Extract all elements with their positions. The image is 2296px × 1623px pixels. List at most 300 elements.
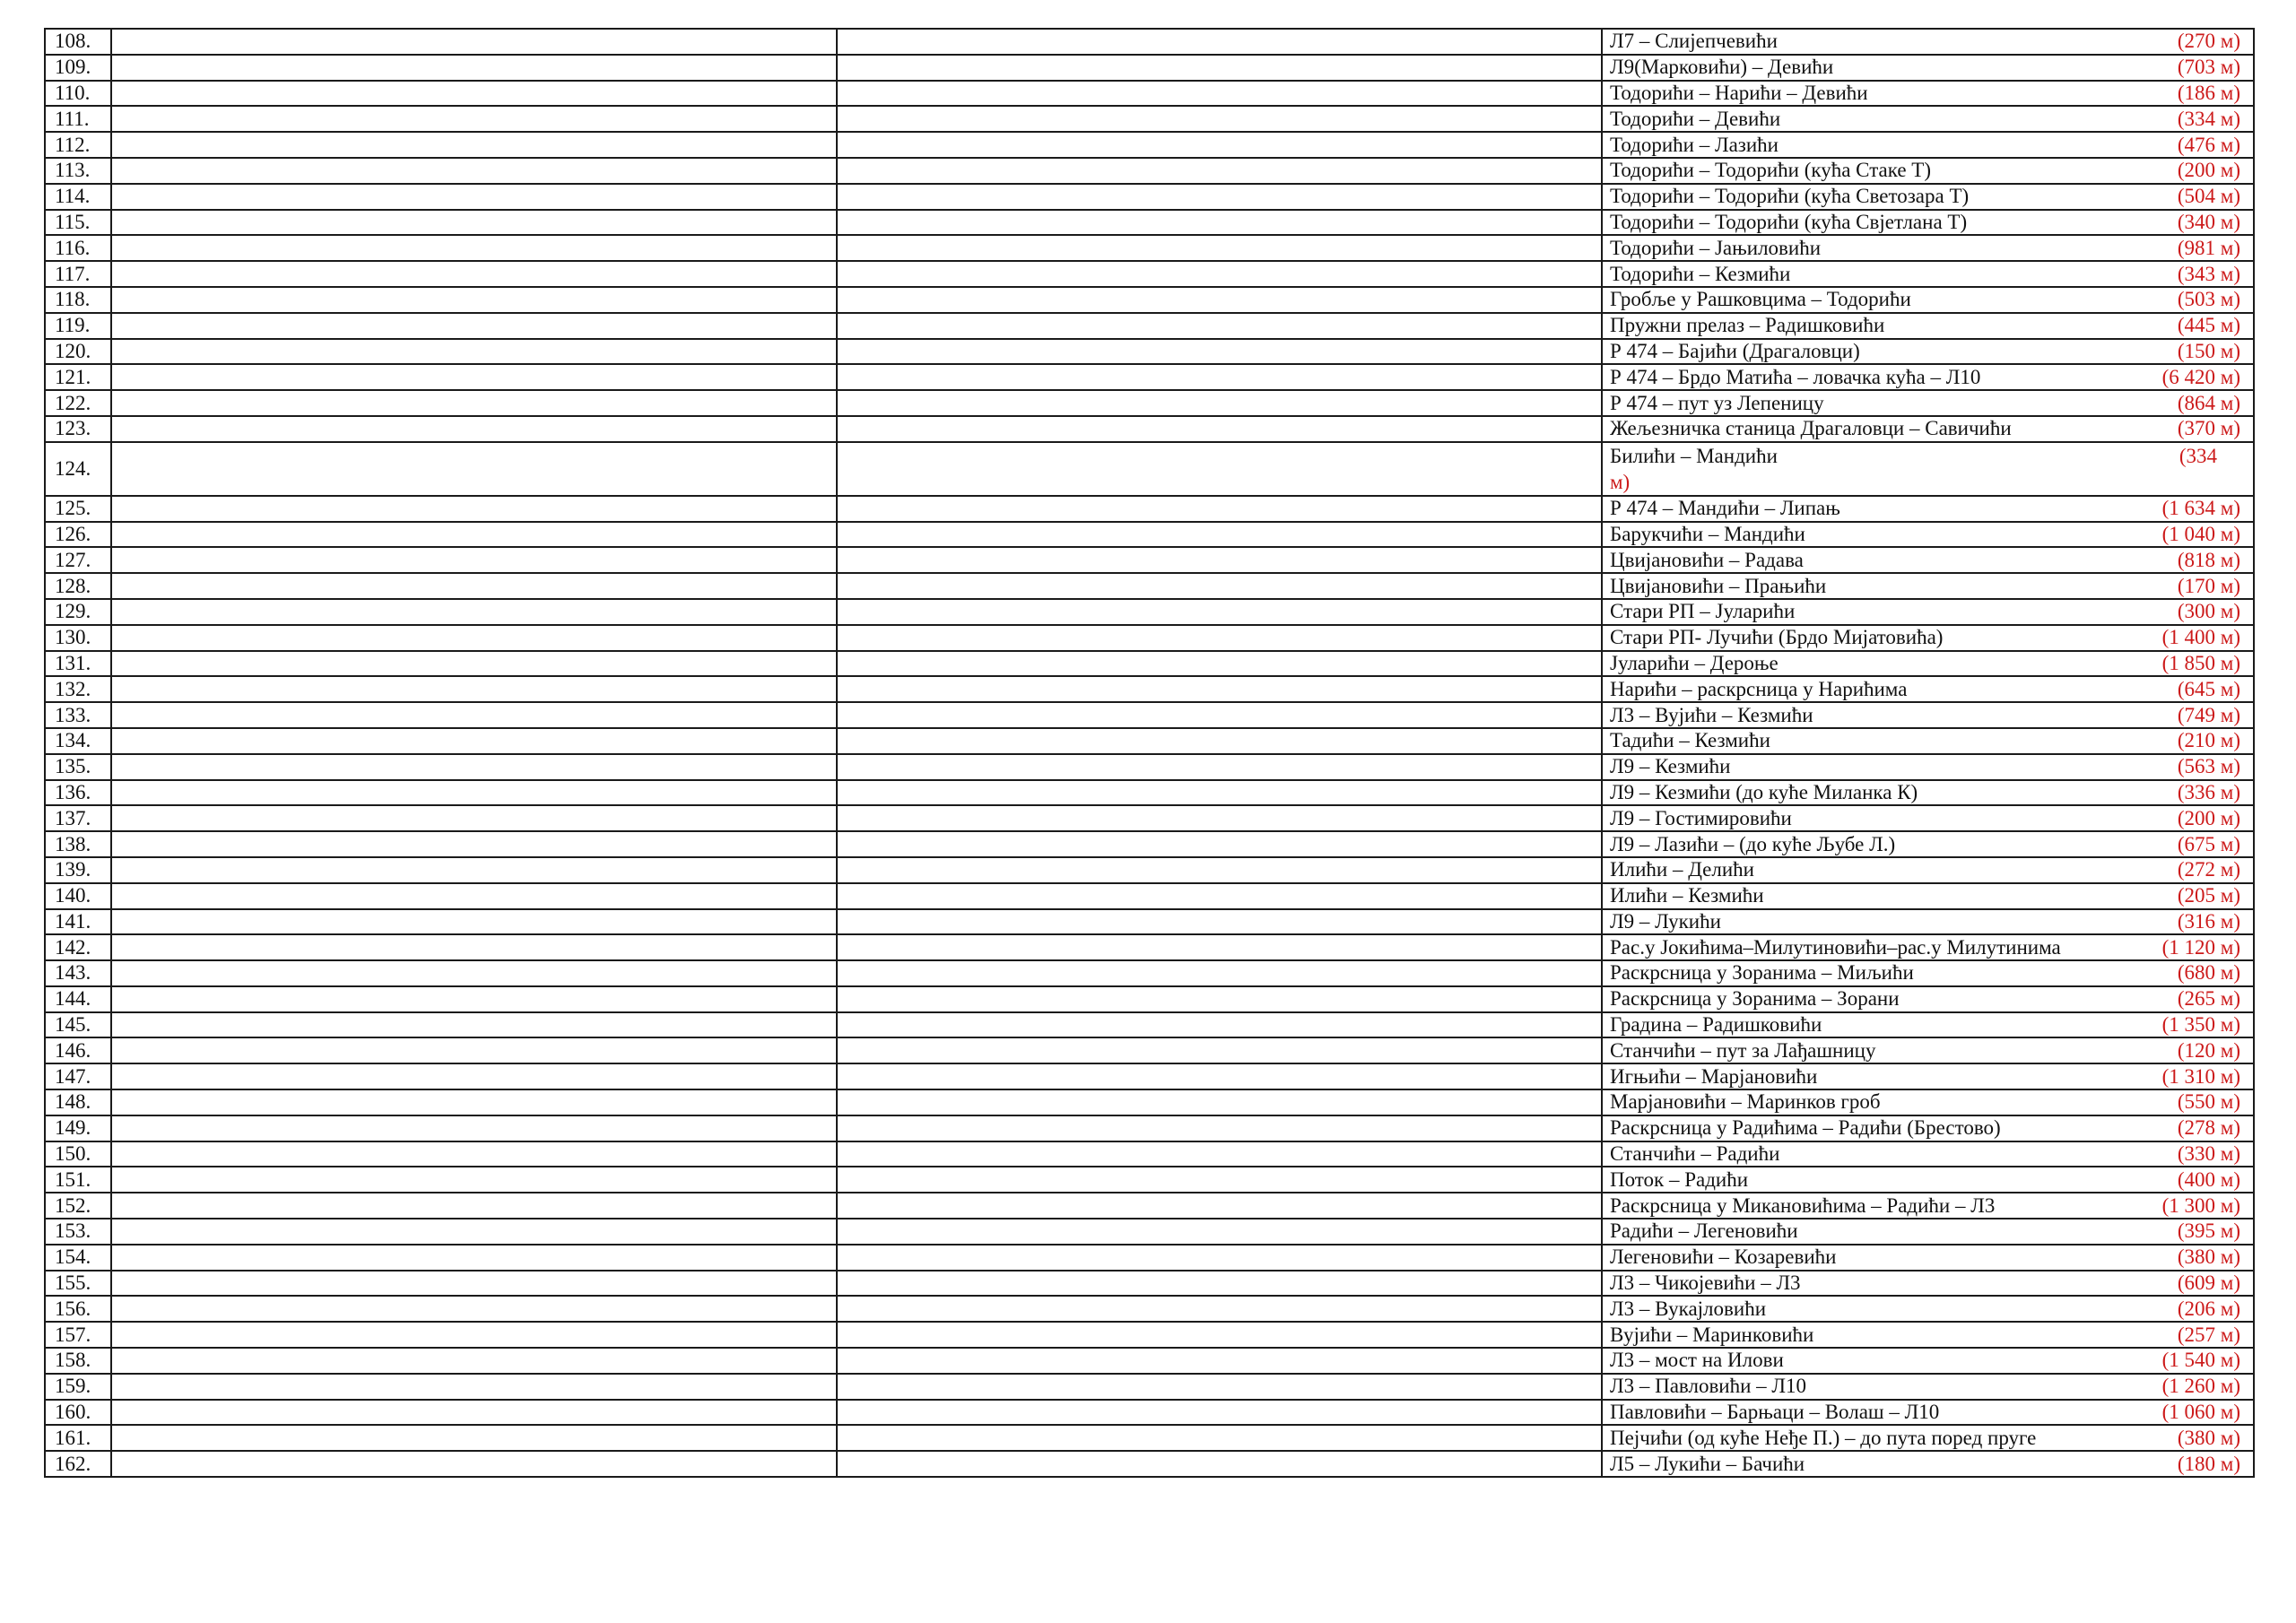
route-name: Игњићи – Марјановићи [1610,1064,1818,1088]
route-name: Рас.у Јокићима–Милутиновићи–рас.у Милутинима [1610,935,2061,959]
empty-cell [111,522,837,548]
empty-cell [837,496,1602,522]
table-row [45,651,2254,677]
empty-cell [111,676,837,702]
row-number: 135. [45,754,111,780]
route-name: Раскрсница у Зоранима – Зорани [1610,987,1900,1011]
route-name: Станчићи – пут за Лађашницу [1610,1038,1876,1062]
route-length: (330 м) [2177,1142,2240,1166]
route-cell [1602,780,2254,806]
row-number: 125. [45,496,111,522]
row-number: 154. [45,1245,111,1271]
empty-cell [111,1296,837,1322]
route-name: Л3 – Павловићи – Л10 [1610,1375,1807,1398]
route-length: (205 м) [2177,884,2240,907]
empty-cell [111,55,837,81]
empty-cell [111,261,837,287]
route-length: (334 [2179,444,2217,467]
route-cell [1602,1089,2254,1115]
route-length: (200 м) [2177,159,2240,182]
row-number: 110. [45,81,111,107]
route-name: Л9(Марковићи) – Девићи [1610,56,1834,79]
route-length: (150 м) [2177,339,2240,362]
empty-cell [111,651,837,677]
route-length: (270 м) [2177,30,2240,53]
route-length: (336 м) [2177,780,2240,803]
route-length: (504 м) [2177,185,2240,208]
route-cell [1602,1374,2254,1400]
empty-cell [111,106,837,132]
table-row [45,728,2254,754]
empty-cell [837,29,1602,55]
row-number: 124. [45,442,111,496]
table-row [45,1141,2254,1167]
empty-cell [837,184,1602,210]
route-name: Раскрсница у Зоранима – Миљићи [1610,961,1914,985]
empty-cell [837,857,1602,883]
route-cell [1602,831,2254,857]
route-name: Илићи – Кезмићи [1610,884,1764,907]
route-length: (476 м) [2177,133,2240,156]
route-name: Л5 – Лукићи – Бачићи [1610,1452,1805,1475]
route-name: Р 474 – Мандићи – Липањ [1610,497,1840,520]
empty-cell [837,1037,1602,1063]
route-length: (380 м) [2177,1245,2240,1269]
table-row [45,702,2254,728]
route-cell [1602,599,2254,625]
empty-cell [837,1193,1602,1219]
row-number: 148. [45,1089,111,1115]
empty-cell [111,210,837,236]
empty-cell [837,1063,1602,1089]
empty-cell [111,390,837,416]
route-name: Л9 – Кезмићи (до куће Миланка К) [1610,780,1918,803]
route-cell [1602,442,2254,496]
route-length: (864 м) [2177,391,2240,414]
route-length: (550 м) [2177,1090,2240,1114]
empty-cell [837,1400,1602,1426]
row-number: 159. [45,1374,111,1400]
table-row [45,934,2254,960]
route-name: Пејчићи (од куће Неђе П.) – до пута поред пруге [1610,1426,2037,1449]
empty-cell [837,235,1602,261]
route-cell [1602,184,2254,210]
route-cell [1602,522,2254,548]
table-row [45,106,2254,132]
empty-cell [111,625,837,651]
route-cell [1602,702,2254,728]
row-number: 162. [45,1451,111,1477]
route-cell [1602,573,2254,599]
row-number: 152. [45,1193,111,1219]
empty-cell [111,857,837,883]
row-number: 117. [45,261,111,287]
route-cell [1602,132,2254,158]
table-row [45,1245,2254,1271]
route-length: (818 м) [2177,548,2240,571]
empty-cell [111,29,837,55]
route-length-continued: м) [1610,470,1631,493]
route-cell [1602,934,2254,960]
route-length: (563 м) [2177,755,2240,778]
route-name: Тодорићи – Тодорићи (кућа Светозара Т) [1610,185,1970,208]
row-number: 116. [45,235,111,261]
empty-cell [837,960,1602,986]
empty-cell [837,132,1602,158]
route-cell [1602,909,2254,935]
row-number: 112. [45,132,111,158]
route-name: Раскрсница у Радићима – Радићи (Брестово) [1610,1116,2001,1140]
route-cell [1602,883,2254,909]
row-number: 121. [45,364,111,390]
row-number: 119. [45,313,111,339]
route-cell [1602,55,2254,81]
empty-cell [111,1012,837,1038]
empty-cell [111,960,837,986]
route-name: Л3 – Чикојевићи – Л3 [1610,1271,1801,1295]
empty-cell [111,883,837,909]
empty-cell [837,934,1602,960]
route-length: (1 120 м) [2161,935,2240,959]
route-name: Билићи – Мандићи [1610,444,1778,467]
route-length: (265 м) [2177,987,2240,1011]
empty-cell [837,106,1602,132]
row-number: 111. [45,106,111,132]
empty-cell [837,1348,1602,1374]
route-length: (395 м) [2177,1219,2240,1243]
table-row [45,1012,2254,1038]
route-length: (675 м) [2177,832,2240,855]
table-row [45,313,2254,339]
empty-cell [111,986,837,1012]
route-name: Гробље у Рашковцима – Тодорићи [1610,288,1911,311]
route-cell [1602,235,2254,261]
empty-cell [111,442,837,496]
empty-cell [837,81,1602,107]
row-number: 127. [45,547,111,573]
row-number: 143. [45,960,111,986]
empty-cell [111,1115,837,1141]
empty-cell [837,287,1602,313]
empty-cell [111,132,837,158]
table-row [45,390,2254,416]
route-length: (343 м) [2177,262,2240,285]
route-cell [1602,1219,2254,1245]
route-cell [1602,857,2254,883]
empty-cell [111,1271,837,1297]
route-cell [1602,81,2254,107]
route-cell [1602,287,2254,313]
table-row [45,29,2254,55]
route-name: Тадићи – Кезмићи [1610,729,1770,752]
route-cell [1602,261,2254,287]
route-cell [1602,1037,2254,1063]
route-length: (200 м) [2177,806,2240,829]
route-cell [1602,625,2254,651]
route-length: (300 м) [2177,600,2240,623]
table-row [45,1451,2254,1477]
route-cell [1602,1322,2254,1348]
route-length: (272 м) [2177,858,2240,881]
route-cell [1602,1245,2254,1271]
row-number: 128. [45,573,111,599]
table-row [45,158,2254,184]
route-name: Тодорићи – Нарићи – Девићи [1610,81,1868,104]
row-number: 126. [45,522,111,548]
road-list-table [44,28,2255,1478]
route-name: Павловићи – Барњаци – Волаш – Л10 [1610,1401,1940,1424]
row-number: 130. [45,625,111,651]
route-name: Стари РП – Јуларићи [1610,600,1796,623]
route-length: (278 м) [2177,1116,2240,1140]
empty-cell [111,831,837,857]
route-name: Марјановићи – Маринков гроб [1610,1090,1881,1114]
table-row [45,81,2254,107]
route-length: (186 м) [2177,81,2240,104]
empty-cell [111,1219,837,1245]
empty-cell [837,599,1602,625]
table-row [45,132,2254,158]
table-row [45,599,2254,625]
table-row [45,625,2254,651]
table-row [45,55,2254,81]
empty-cell [837,1141,1602,1167]
table-row [45,1271,2254,1297]
table-row [45,909,2254,935]
empty-cell [837,1167,1602,1193]
row-number: 155. [45,1271,111,1297]
empty-cell [111,1425,837,1451]
route-cell [1602,960,2254,986]
route-length: (340 м) [2177,210,2240,233]
route-cell [1602,547,2254,573]
route-name: Тодорићи – Лазићи [1610,133,1779,156]
route-name: Жељезничка станица Драгаловци – Савичићи [1610,417,2012,440]
empty-cell [111,496,837,522]
route-cell [1602,754,2254,780]
route-length: (749 м) [2177,703,2240,726]
table-row [45,1115,2254,1141]
table-row [45,780,2254,806]
empty-cell [111,1374,837,1400]
empty-cell [837,313,1602,339]
route-length: (380 м) [2177,1426,2240,1449]
route-cell [1602,339,2254,365]
route-name: Л9 – Лазићи – (до куће Љубе Л.) [1610,832,1896,855]
route-length: (400 м) [2177,1167,2240,1191]
empty-cell [111,235,837,261]
row-number: 144. [45,986,111,1012]
empty-cell [111,780,837,806]
route-length: (316 м) [2177,909,2240,933]
row-number: 142. [45,934,111,960]
route-length: (503 м) [2177,288,2240,311]
route-name: Цвијановићи – Радава [1610,548,1804,571]
row-number: 157. [45,1322,111,1348]
row-number: 114. [45,184,111,210]
row-number: 153. [45,1219,111,1245]
route-cell [1602,210,2254,236]
route-length: (120 м) [2177,1038,2240,1062]
route-name: Поток – Радићи [1610,1167,1749,1191]
route-length: (1 540 м) [2161,1349,2240,1372]
empty-cell [837,1012,1602,1038]
empty-cell [111,1245,837,1271]
empty-cell [111,1322,837,1348]
empty-cell [111,805,837,831]
empty-cell [111,702,837,728]
row-number: 122. [45,390,111,416]
empty-cell [111,1193,837,1219]
row-number: 147. [45,1063,111,1089]
empty-cell [837,416,1602,442]
empty-cell [837,547,1602,573]
row-number: 161. [45,1425,111,1451]
table-row [45,754,2254,780]
table-row [45,522,2254,548]
route-length: (334 м) [2177,107,2240,130]
route-cell [1602,390,2254,416]
empty-cell [111,1400,837,1426]
table-row [45,1322,2254,1348]
route-name: Р 474 – Бајићи (Драгаловци) [1610,339,1860,362]
empty-cell [837,831,1602,857]
row-number: 158. [45,1348,111,1374]
route-cell [1602,313,2254,339]
empty-cell [837,883,1602,909]
empty-cell [837,390,1602,416]
route-name: Тодорићи – Кезмићи [1610,262,1791,285]
row-number: 109. [45,55,111,81]
route-length: (370 м) [2177,417,2240,440]
route-name: Легеновићи – Козаревићи [1610,1245,1837,1269]
row-number: 118. [45,287,111,313]
route-length: (210 м) [2177,729,2240,752]
empty-cell [111,1167,837,1193]
table-row [45,1400,2254,1426]
table-row [45,235,2254,261]
route-cell [1602,106,2254,132]
empty-cell [837,754,1602,780]
route-name: Тодорићи – Јањиловићи [1610,236,1822,259]
route-length: (445 м) [2177,314,2240,337]
row-number: 137. [45,805,111,831]
table-row [45,883,2254,909]
table-row [45,857,2254,883]
route-name: Тодорићи – Девићи [1610,107,1781,130]
route-cell [1602,1348,2254,1374]
empty-cell [111,313,837,339]
row-number: 108. [45,29,111,55]
empty-cell [111,416,837,442]
table-row [45,573,2254,599]
empty-cell [111,909,837,935]
route-length: (170 м) [2177,574,2240,597]
table-row [45,960,2254,986]
table-row [45,1063,2254,1089]
route-length: (1 310 м) [2161,1064,2240,1088]
empty-cell [111,339,837,365]
route-name: Тодорићи – Тодорићи (кућа Свјетлана Т) [1610,210,1968,233]
row-number: 113. [45,158,111,184]
empty-cell [837,261,1602,287]
empty-cell [837,780,1602,806]
route-cell [1602,29,2254,55]
empty-cell [837,55,1602,81]
route-name: Вујићи – Маринковићи [1610,1323,1814,1346]
table-row [45,364,2254,390]
route-name: Л3 – Вукајловићи [1610,1297,1767,1320]
empty-cell [837,1451,1602,1477]
route-cell [1602,1167,2254,1193]
empty-cell [111,1037,837,1063]
row-number: 146. [45,1037,111,1063]
route-name: Л9 – Лукићи [1610,909,1721,933]
route-cell [1602,158,2254,184]
route-cell [1602,364,2254,390]
route-name: Р 474 – пут уз Лепеницу [1610,391,1824,414]
route-length: (1 350 м) [2161,1013,2240,1037]
empty-cell [837,651,1602,677]
route-cell [1602,805,2254,831]
row-number: 145. [45,1012,111,1038]
row-number: 141. [45,909,111,935]
route-length: (1 400 м) [2161,626,2240,649]
route-name: Л3 – мост на Илови [1610,1349,1784,1372]
route-length: (981 м) [2177,236,2240,259]
route-cell [1602,676,2254,702]
empty-cell [837,1374,1602,1400]
empty-cell [111,573,837,599]
route-name: Барукчићи – Мандићи [1610,522,1805,545]
route-length: (1 260 м) [2161,1375,2240,1398]
route-cell [1602,1296,2254,1322]
row-number: 133. [45,702,111,728]
route-name: Градина – Радишковићи [1610,1013,1822,1037]
route-length: (703 м) [2177,56,2240,79]
route-name: Л9 – Кезмићи [1610,755,1731,778]
empty-cell [111,364,837,390]
table-row [45,496,2254,522]
route-length: (1 634 м) [2161,497,2240,520]
route-cell [1602,1193,2254,1219]
table-row [45,1089,2254,1115]
row-number: 160. [45,1400,111,1426]
route-name: Раскрсница у Микановићима – Радићи – Л3 [1610,1193,1996,1217]
table-row [45,287,2254,313]
row-number: 134. [45,728,111,754]
route-cell [1602,651,2254,677]
table-row [45,210,2254,236]
table-row [45,1167,2254,1193]
row-number: 136. [45,780,111,806]
route-cell [1602,1451,2254,1477]
empty-cell [111,754,837,780]
empty-cell [111,184,837,210]
route-name: Л9 – Гостимировићи [1610,806,1792,829]
empty-cell [111,287,837,313]
table-row [45,1425,2254,1451]
row-number: 123. [45,416,111,442]
table-row [45,184,2254,210]
empty-cell [837,1089,1602,1115]
empty-cell [111,1141,837,1167]
route-length: (257 м) [2177,1323,2240,1346]
route-length: (6 420 м) [2161,365,2240,388]
empty-cell [111,728,837,754]
empty-cell [111,1063,837,1089]
route-name: Станчићи – Радићи [1610,1142,1780,1166]
